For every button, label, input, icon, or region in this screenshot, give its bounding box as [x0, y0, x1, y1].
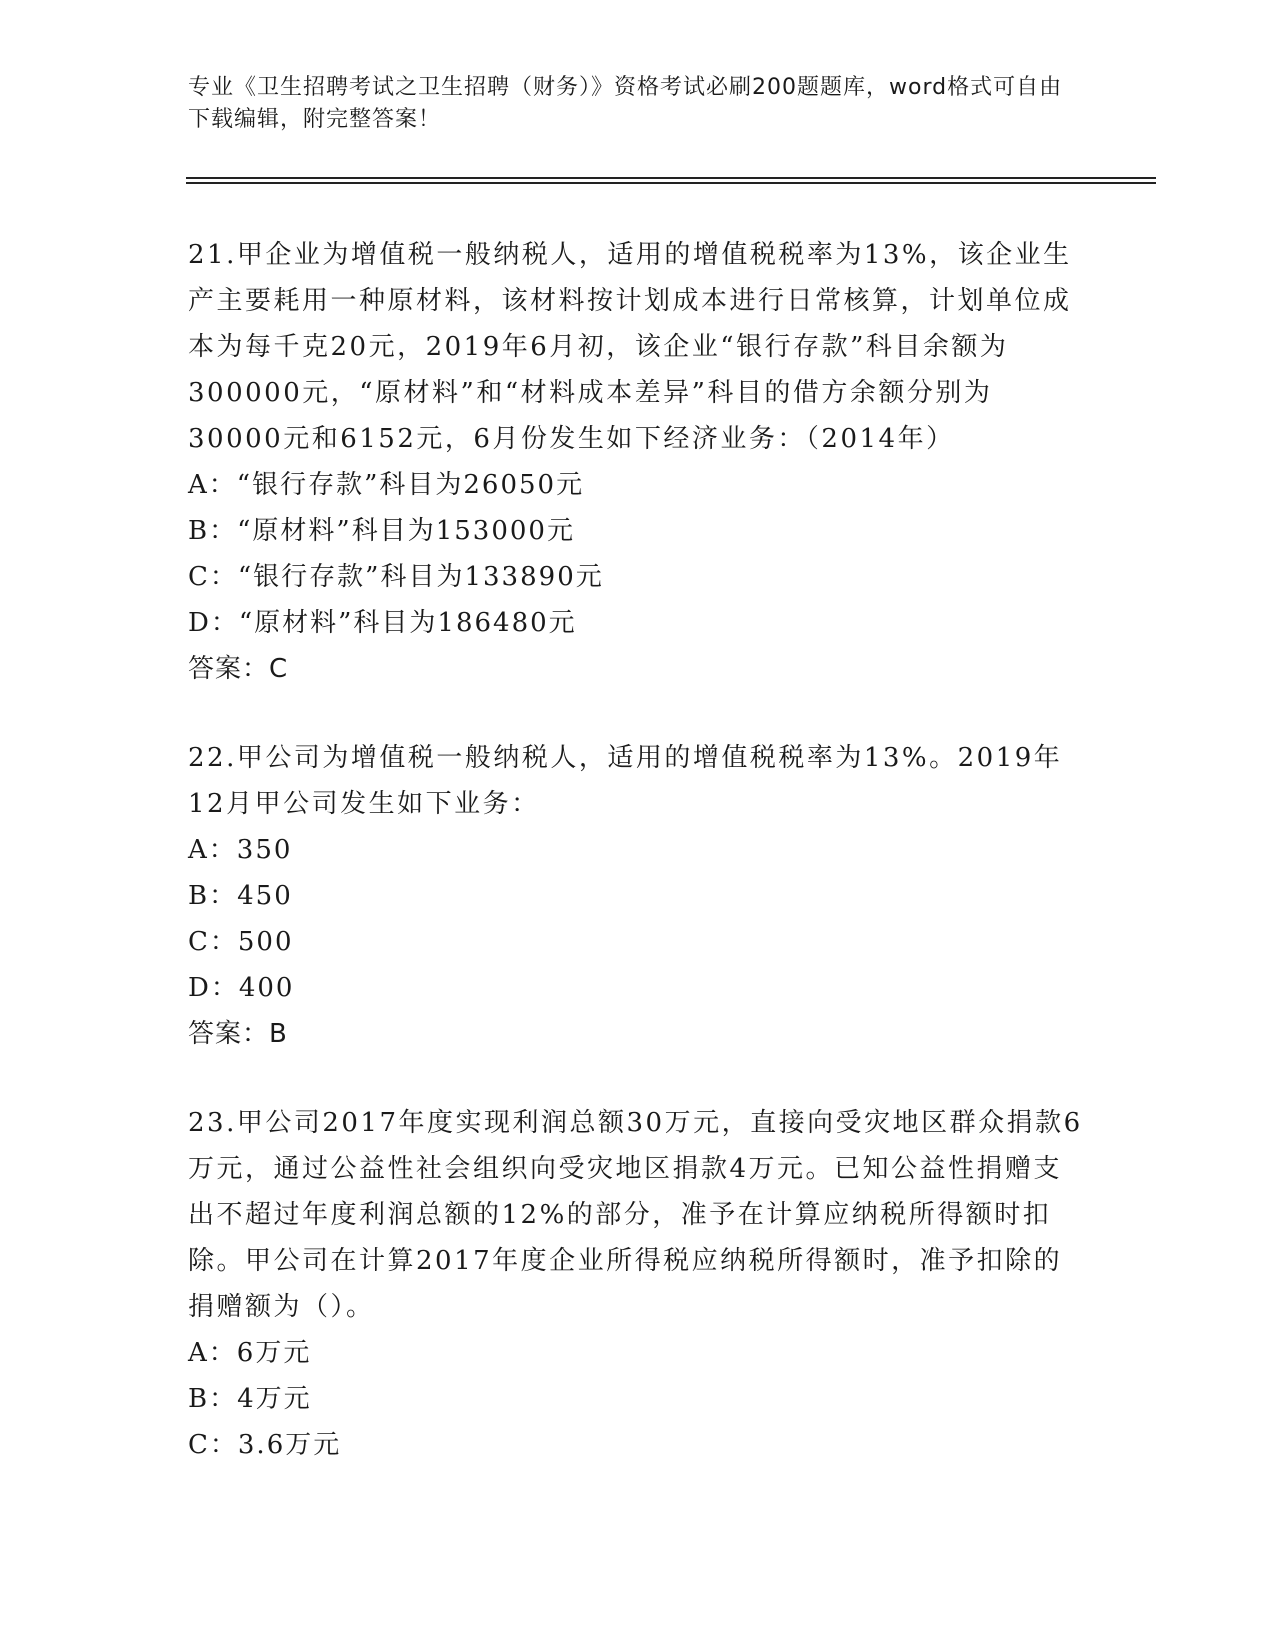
- question-stem: 21.甲企业为增值税一般纳税人，适用的增值税税率为13%，该企业生产主要耗用一种原材料，该材料按计划成本进行日常核算，计划单位成本为每千克20元，2019年6月初，该企业“银行存款”科目余额为300000元，“原材料”和“材料成本差异”科目的借方余额分别为30000元和6152元，6月份发生如下经济业务：（2014年）: [188, 240, 1072, 454]
- header-divider-bottom: [186, 182, 1156, 184]
- option-d: D：“原材料”科目为186480元: [188, 608, 577, 638]
- question-22: [188, 735, 1083, 1057]
- option-a: A：6万元: [188, 1338, 312, 1368]
- document-header: 专业《卫生招聘考试之卫生招聘（财务）》资格考试必刷200题题库，word格式可自由下载编辑，附完整答案！: [188, 75, 1063, 132]
- option-a: A：350: [188, 835, 293, 865]
- option-b: B：“原材料”科目为153000元: [188, 516, 575, 546]
- question-list: [188, 232, 1083, 1511]
- question-stem: 23.甲公司2017年度实现利润总额30万元，直接向受灾地区群众捐款6万元，通过公益性社会组织向受灾地区捐款4万元。已知公益性捐赠支出不超过年度利润总额的12%的部分，准予在计算应纳税所得额时扣除。甲公司在计算2017年度企业所得税应纳税所得额时，准予扣除的捐赠额为（）。: [188, 1108, 1083, 1322]
- option-c: C：500: [188, 927, 294, 957]
- option-c: C：3.6万元: [188, 1430, 342, 1460]
- option-a: A：“银行存款”科目为26050元: [188, 470, 585, 500]
- answer: 答案：C: [188, 654, 289, 684]
- option-b: B：4万元: [188, 1384, 312, 1414]
- question-stem: 22.甲公司为增值税一般纳税人，适用的增值税税率为13%。2019年12月甲公司发生如下业务：: [188, 743, 1063, 819]
- answer: 答案：B: [188, 1019, 288, 1049]
- option-d: D：400: [188, 973, 295, 1003]
- question-23: [188, 1100, 1083, 1468]
- option-b: B：450: [188, 881, 293, 911]
- option-c: C：“银行存款”科目为133890元: [188, 562, 604, 592]
- header-divider-top: [186, 177, 1156, 179]
- question-21: [188, 232, 1083, 692]
